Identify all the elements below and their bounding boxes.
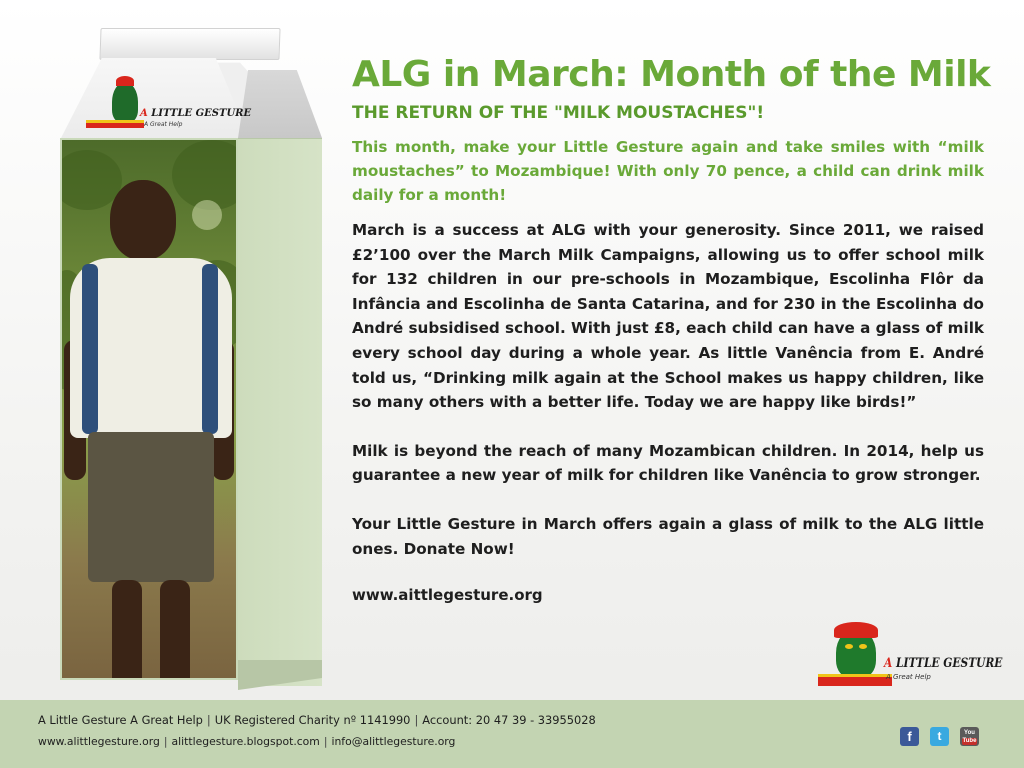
body-paragraph-3: Your Little Gesture in March offers again a glass of milk to the ALG little ones. Donate Now! [352, 514, 984, 558]
logo-name: A LITTLE GESTURE [884, 656, 1003, 671]
facebook-icon[interactable]: f [900, 727, 919, 746]
carton-top-side [238, 70, 322, 138]
carton-logo-face-icon [112, 82, 138, 122]
body-paragraph-1: March is a success at ALG with your generosity. Since 2011, we raised £2’100 over the March Milk Campaigns, allowing us to offer school milk for 132 children in our pre-schools in Mozambique, Escolinha Flôr da Infância and Escolinha de Santa Catarina, and for 230 in the Escolinha do André subsidised school. With just £8, each child can have a glass of milk every school day during a whole year. As little Vanência from E. André told us, “Drinking milk again at the School makes us happy children, like so many others with a better life. Today we are happy like birds!” [352, 221, 984, 412]
footer-email-link[interactable]: info@alittlegesture.org [331, 735, 456, 748]
child-photo [62, 140, 236, 678]
milk-carton-illustration [0, 0, 340, 700]
alg-logo [818, 620, 1003, 686]
page-subtitle: THE RETURN OF THE "MILK MOUSTACHES"! [352, 103, 765, 123]
logo-tagline: A Great Help [886, 673, 931, 681]
footer-site-link[interactable]: www.alittlegesture.org [38, 735, 160, 748]
website-link[interactable]: www.aittlegesture.org [352, 586, 543, 605]
twitter-icon[interactable]: t [930, 727, 949, 746]
footer-account: Account: 20 47 39 - 33955028 [422, 713, 596, 727]
child-head [110, 180, 176, 260]
carton-logo-name: A LITTLE GESTURE [140, 108, 252, 119]
page-title: ALG in March: Month of the Milk [352, 54, 991, 95]
footer-info: A Little Gesture A Great Help | UK Registered Charity nº 1141990 | Account: 20 47 39 - 33955028 [38, 713, 596, 727]
footer-org: A Little Gesture A Great Help [38, 713, 203, 727]
footer-blog-link[interactable]: alittlegesture.blogspot.com [171, 735, 320, 748]
youtube-icon[interactable]: You Tube [960, 727, 979, 746]
carton-logo-tagline: A Great Help [144, 121, 183, 128]
footer-charity: UK Registered Charity nº 1141990 [214, 713, 411, 727]
body-paragraph-2: Milk is beyond the reach of many Mozambican children. In 2014, help us guarantee a new year of milk for children like Vanência to grow stronger. [352, 441, 984, 485]
footer-links: www.alittlegesture.org | alittlegesture.blogspot.com | info@alittlegesture.org [38, 735, 456, 748]
main-content [352, 54, 991, 605]
child-shorts [88, 432, 214, 582]
carton-lid [99, 28, 280, 60]
carton-side [238, 138, 322, 686]
intro-paragraph: This month, make your Little Gesture again and take smiles with “milk moustaches” to Mozambique! With only 70 pence, a child can drink milk daily for a month! [352, 138, 984, 204]
footer [0, 700, 1024, 768]
carton-logo [86, 82, 252, 132]
